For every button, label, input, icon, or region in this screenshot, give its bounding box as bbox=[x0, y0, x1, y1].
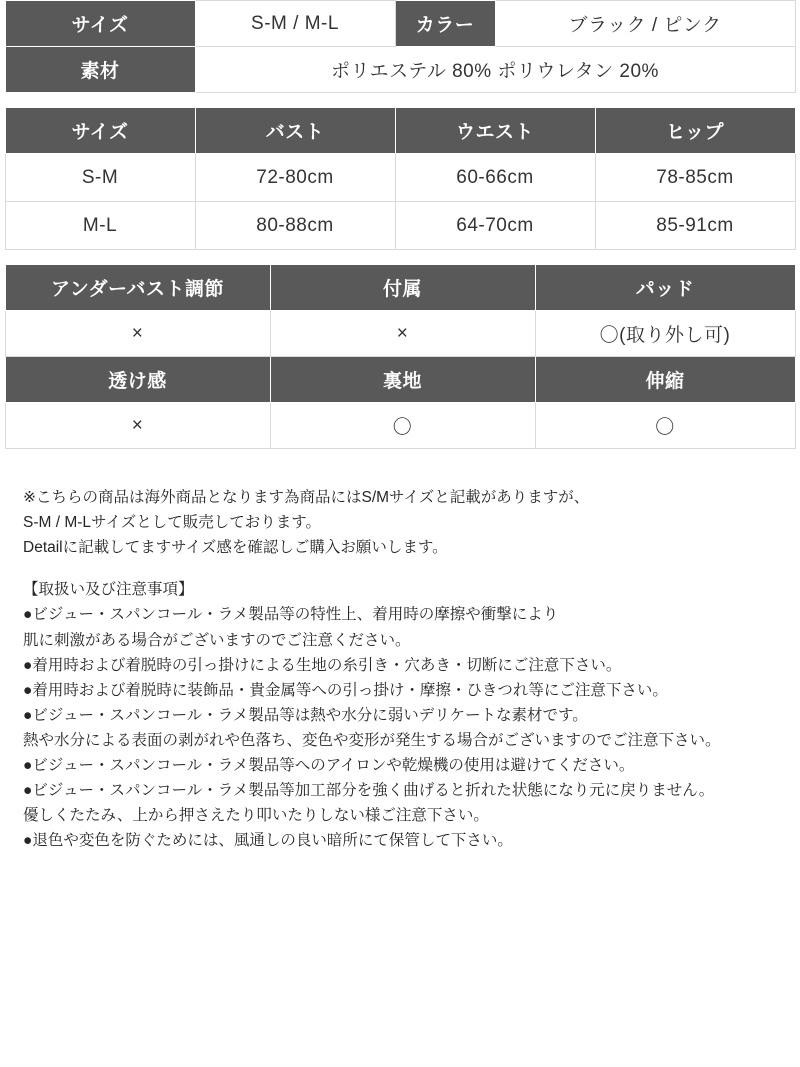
size-chart-cell: 80-88cm bbox=[195, 202, 395, 250]
size-chart-header-waist: ウエスト bbox=[395, 108, 595, 154]
spec-table-basic bbox=[5, 0, 796, 93]
table-row bbox=[5, 202, 795, 250]
care-note-block bbox=[23, 577, 777, 853]
care-note-line: 優しくたたみ、上から押さえたり叩いたりしない様ご注意下さい。 bbox=[23, 807, 489, 825]
care-note-line: 肌に刺激がある場合がございますのでご注意ください。 bbox=[23, 631, 411, 649]
table-header-row bbox=[5, 108, 795, 154]
care-note-title: 【取扱い及び注意事項】 bbox=[23, 581, 194, 599]
size-chart-header-hip: ヒップ bbox=[595, 108, 795, 154]
overseas-note-line: ※こちらの商品は海外商品となります為商品にはS/Mサイズと記載がありますが、 bbox=[23, 489, 590, 506]
table-row bbox=[5, 403, 795, 449]
table-row bbox=[5, 154, 795, 202]
spec-value-material: ポリエステル 80% ポリウレタン 20% bbox=[195, 47, 795, 93]
spec-value-color: ブラック / ピンク bbox=[495, 1, 795, 47]
size-chart-header-bust: バスト bbox=[195, 108, 395, 154]
size-chart-table bbox=[5, 107, 796, 250]
feature-header-underbust: アンダーバスト調節 bbox=[5, 265, 270, 311]
care-note-line: ●ビジュー・スパンコール・ラメ製品等へのアイロンや乾燥機の使用は避けてください。 bbox=[23, 757, 635, 775]
table-row bbox=[5, 1, 795, 47]
care-note-line: 熱や水分による表面の剥がれや色落ち、変色や変形が発生する場合がございますのでご注意下さい。 bbox=[23, 731, 721, 749]
care-note-line: ●退色や変色を防ぐためには、風通しの良い暗所にて保管して下さい。 bbox=[23, 832, 513, 850]
divider-space-1 bbox=[0, 93, 800, 107]
size-chart-cell: 60-66cm bbox=[395, 154, 595, 202]
divider-space-3 bbox=[0, 449, 800, 467]
feature-value-stretch: 〇 bbox=[535, 403, 795, 449]
feature-header-pad: パッド bbox=[535, 265, 795, 311]
overseas-note-line: Detailに記載してますサイズ感を確認しご購入お願いします。 bbox=[23, 539, 448, 557]
divider-space-4 bbox=[0, 467, 800, 485]
feature-header-lining: 裏地 bbox=[270, 357, 535, 403]
size-chart-header-size: サイズ bbox=[5, 108, 195, 154]
feature-header-stretch: 伸縮 bbox=[535, 357, 795, 403]
feature-value-lining: 〇 bbox=[270, 403, 535, 449]
notes-spacer bbox=[23, 560, 777, 577]
size-chart-cell: 64-70cm bbox=[395, 202, 595, 250]
feature-value-underbust: × bbox=[5, 311, 270, 357]
size-chart-cell: S‐M bbox=[5, 154, 195, 202]
care-note-line: ●着用時および着脱時に装飾品・貴金属等への引っ掛け・摩擦・ひきつれ等にご注意下さい。 bbox=[23, 681, 668, 699]
table-row bbox=[5, 311, 795, 357]
spec-value-size: S‐M / M‐L bbox=[195, 1, 395, 47]
divider-space-2 bbox=[0, 250, 800, 264]
care-note-line: ●ビジュー・スパンコール・ラメ製品等加工部分を強く曲げると折れた状態になり元に戻りません。 bbox=[23, 782, 715, 800]
care-note-line: ●ビジュー・スパンコール・ラメ製品等の特性上、着用時の摩擦や衝撃により bbox=[23, 606, 559, 624]
spec-label-material: 素材 bbox=[5, 47, 195, 93]
size-chart-cell: 78-85cm bbox=[595, 154, 795, 202]
feature-value-accessory: × bbox=[270, 311, 535, 357]
feature-value-sheer: × bbox=[5, 403, 270, 449]
table-header-row bbox=[5, 265, 795, 311]
feature-table bbox=[5, 264, 796, 449]
spec-label-color: カラー bbox=[395, 1, 495, 47]
spec-label-size: サイズ bbox=[5, 1, 195, 47]
care-note-line: ●ビジュー・スパンコール・ラメ製品等は熱や水分に弱いデリケートな素材です。 bbox=[23, 706, 588, 724]
table-row bbox=[5, 47, 795, 93]
size-chart-cell: 72-80cm bbox=[195, 154, 395, 202]
feature-value-pad: 〇(取り外し可) bbox=[535, 311, 795, 357]
size-chart-cell: 85-91cm bbox=[595, 202, 795, 250]
feature-header-accessory: 付属 bbox=[270, 265, 535, 311]
care-note-line: ●着用時および着脱時の引っ掛けによる生地の糸引き・穴あき・切断にご注意下さい。 bbox=[23, 656, 622, 674]
overseas-note-line: S‐M / M‐Lサイズとして販売しております。 bbox=[23, 514, 322, 532]
notes-section bbox=[5, 485, 795, 854]
size-chart-cell: M‐L bbox=[5, 202, 195, 250]
table-header-row bbox=[5, 357, 795, 403]
overseas-note-block bbox=[23, 485, 777, 560]
feature-header-sheer: 透け感 bbox=[5, 357, 270, 403]
